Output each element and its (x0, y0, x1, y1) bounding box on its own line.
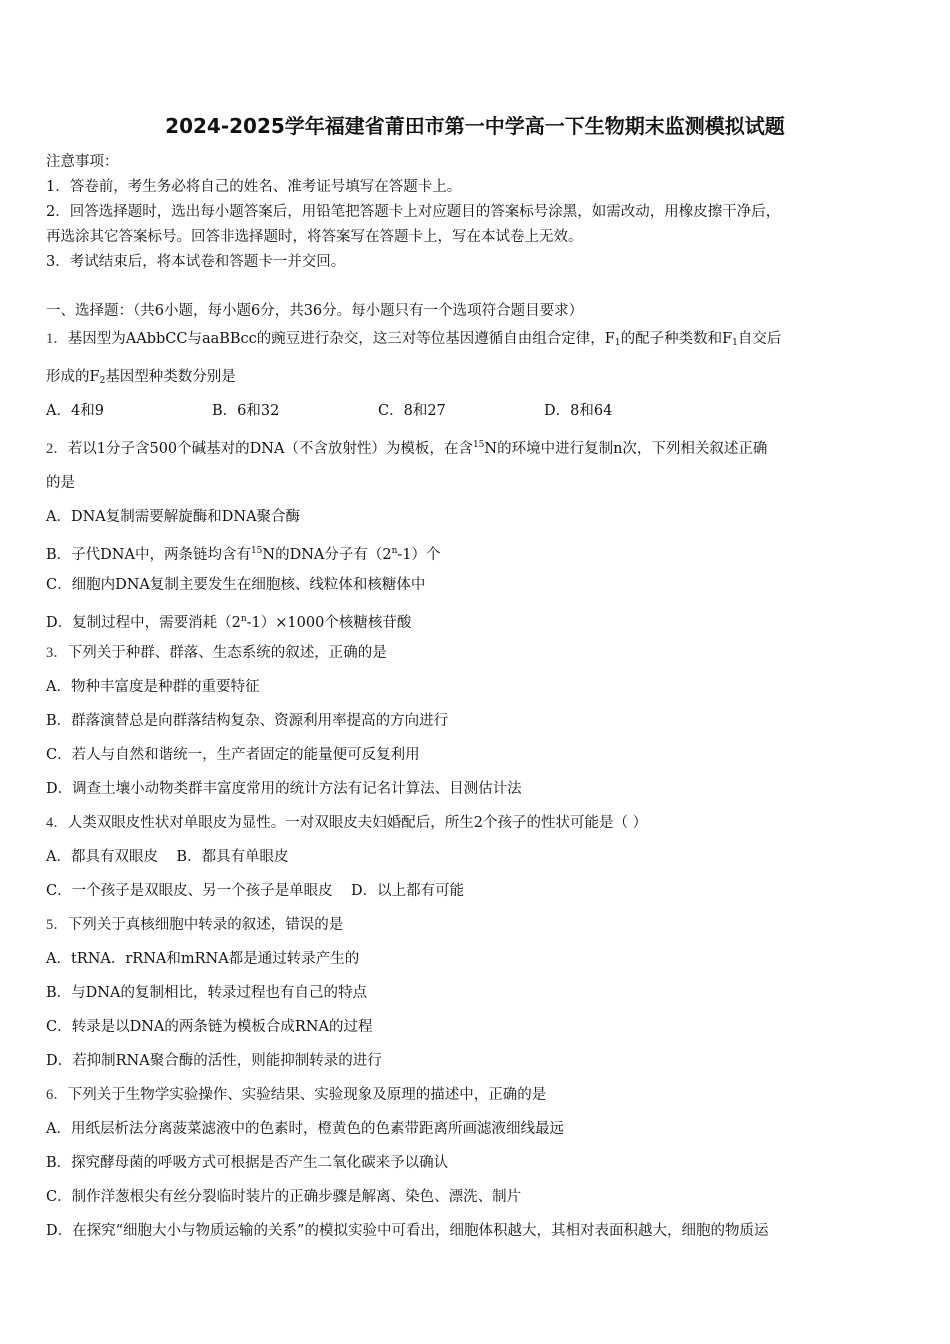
notes-heading: 注意事项： (46, 154, 119, 170)
option-text: B．子代DNA中，两条链均含有 (46, 547, 251, 563)
option-c[interactable]: C．细胞内DNA复制主要发生在细胞核、线粒体和核糖体中 (46, 577, 426, 593)
option-d[interactable]: D．在探究“细胞大小与物质运输的关系”的模拟实验中可看出，细胞体积越大，其相对表面积越大，细胞的物质运 (46, 1223, 769, 1239)
stem-text: 下列关于真核细胞中转录的叙述，错误的是 (67, 917, 344, 933)
question-3-stem (46, 640, 906, 674)
stem-text: 基因型为AAbbCC与aaBBcc的豌豆进行杂交，这三对等位基因遵循自由组合定律，F (67, 331, 615, 347)
stem-text: 下列关于生物学实验操作、实验结果、实验现象及原理的描述中，正确的是 (67, 1087, 547, 1103)
subscript: 1 (732, 338, 738, 348)
option-a[interactable]: A．用纸层析法分离菠菜滤液中的色素时，橙黄色的色素带距离所画滤液细线最远 (46, 1121, 564, 1137)
stem-text: 基因型种类数分别是 (105, 369, 236, 385)
option-a[interactable]: A．tRNA．rRNA和mRNA都是通过转录产生的 (46, 951, 360, 967)
section-heading: 一、选择题：（共6小题，每小题6分，共36分。每小题只有一个选项符合题目要求） (46, 303, 584, 319)
option-c[interactable]: C．制作洋葱根尖有丝分裂临时装片的正确步骤是解离、染色、漂洗、制片 (46, 1189, 522, 1205)
notes-item: 2．回答选择题时，选出每小题答案后，用铅笔把答题卡上对应题目的答案标号涂黑，如需改动，用橡皮擦干净后， (46, 204, 781, 220)
option-a[interactable]: A．DNA复制需要解旋酶和DNA聚合酶 (46, 509, 301, 525)
option-b[interactable]: B．与DNA的复制相比，转录过程也有自己的特点 (46, 985, 367, 1001)
notes-item: 3．考试结束后，将本试卷和答题卡一并交回。 (46, 254, 346, 270)
question-6-stem (46, 1082, 906, 1116)
question-number: 6． (46, 1087, 68, 1103)
option-c[interactable]: C．8和27 (378, 403, 446, 419)
question-2-stem (46, 432, 906, 470)
option-b[interactable]: B．群落演替总是向群落结构复杂、资源利用率提高的方向进行 (46, 713, 449, 729)
question-4-stem (46, 810, 906, 844)
stem-text: 若以1分子含500个碱基对的DNA（不含放射性）为模板，在含 (67, 441, 473, 457)
question-2-stem-cont: 的是 (46, 475, 75, 491)
option-a[interactable]: A．4和9 (46, 403, 104, 419)
option-text: -1）个 (397, 547, 441, 563)
options-ab[interactable]: A．都具有双眼皮 B．都具有单眼皮 (46, 849, 289, 865)
question-number: 1． (46, 331, 68, 347)
option-b[interactable] (46, 538, 906, 572)
question-1-stem (46, 326, 906, 364)
option-text: -1）×1000个核糖核苷酸 (246, 615, 412, 631)
questions (46, 298, 906, 1252)
stem-text: N的环境中进行复制n次，下列相关叙述正确 (484, 441, 768, 457)
option-text: D．复制过程中，需要消耗（2 (46, 615, 241, 631)
option-c[interactable]: C．若人与自然和谐统一，生产者固定的能量便可反复利用 (46, 747, 420, 763)
notes-item: 1．答卷前，考生务必将自己的姓名、准考证号填写在答题卡上。 (46, 179, 462, 195)
option-d[interactable]: D．8和64 (544, 403, 613, 419)
notes-item: 再选涂其它答案标号。回答非选择题时，将答案写在答题卡上，写在本试卷上无效。 (46, 229, 583, 245)
superscript: n (240, 614, 247, 624)
stem-text: 自交后 (737, 331, 782, 347)
option-d[interactable]: D．调查土壤小动物类群丰富度常用的统计方法有记名计算法、目测估计法 (46, 781, 522, 797)
superscript: 15 (472, 440, 485, 450)
stem-text: 下列关于种群、群落、生态系统的叙述，正确的是 (67, 645, 387, 661)
subscript: 1 (614, 338, 621, 348)
option-a[interactable]: A．物种丰富度是种群的重要特征 (46, 679, 260, 695)
question-5-stem (46, 912, 906, 946)
superscript: n (391, 546, 398, 556)
stem-text: 的配子种类数和F (620, 331, 733, 347)
question-number: 5． (46, 917, 68, 933)
notes-block (46, 150, 906, 275)
superscript: 15 (250, 546, 263, 556)
stem-text: 形成的F (46, 369, 100, 385)
option-d[interactable]: D．若抑制RNA聚合酶的活性，则能抑制转录的进行 (46, 1053, 382, 1069)
options-cd[interactable]: C．一个孩子是双眼皮、另一个孩子是单眼皮 D．以上都有可能 (46, 883, 465, 899)
option-d[interactable] (46, 606, 906, 640)
page-title: 2024-2025学年福建省莆田市第一中学高一下生物期末监测模拟试题 (165, 114, 785, 138)
question-1-options (46, 398, 906, 432)
subscript: 2 (99, 376, 106, 386)
option-c[interactable]: C．转录是以DNA的两条链为模板合成RNA的过程 (46, 1019, 373, 1035)
question-number: 3． (46, 645, 68, 661)
stem-text: 人类双眼皮性状对单眼皮为显性。一对双眼皮夫妇婚配后，所生2个孩子的性状可能是（ ） (67, 815, 648, 831)
option-b[interactable]: B．6和32 (212, 403, 280, 419)
option-text: N的DNA分子有（2 (262, 547, 392, 563)
question-number: 2． (46, 441, 68, 457)
question-1-stem-cont (46, 364, 906, 398)
question-number: 4． (46, 815, 68, 831)
option-b[interactable]: B．探究酵母菌的呼吸方式可根据是否产生二氧化碳来予以确认 (46, 1155, 449, 1171)
